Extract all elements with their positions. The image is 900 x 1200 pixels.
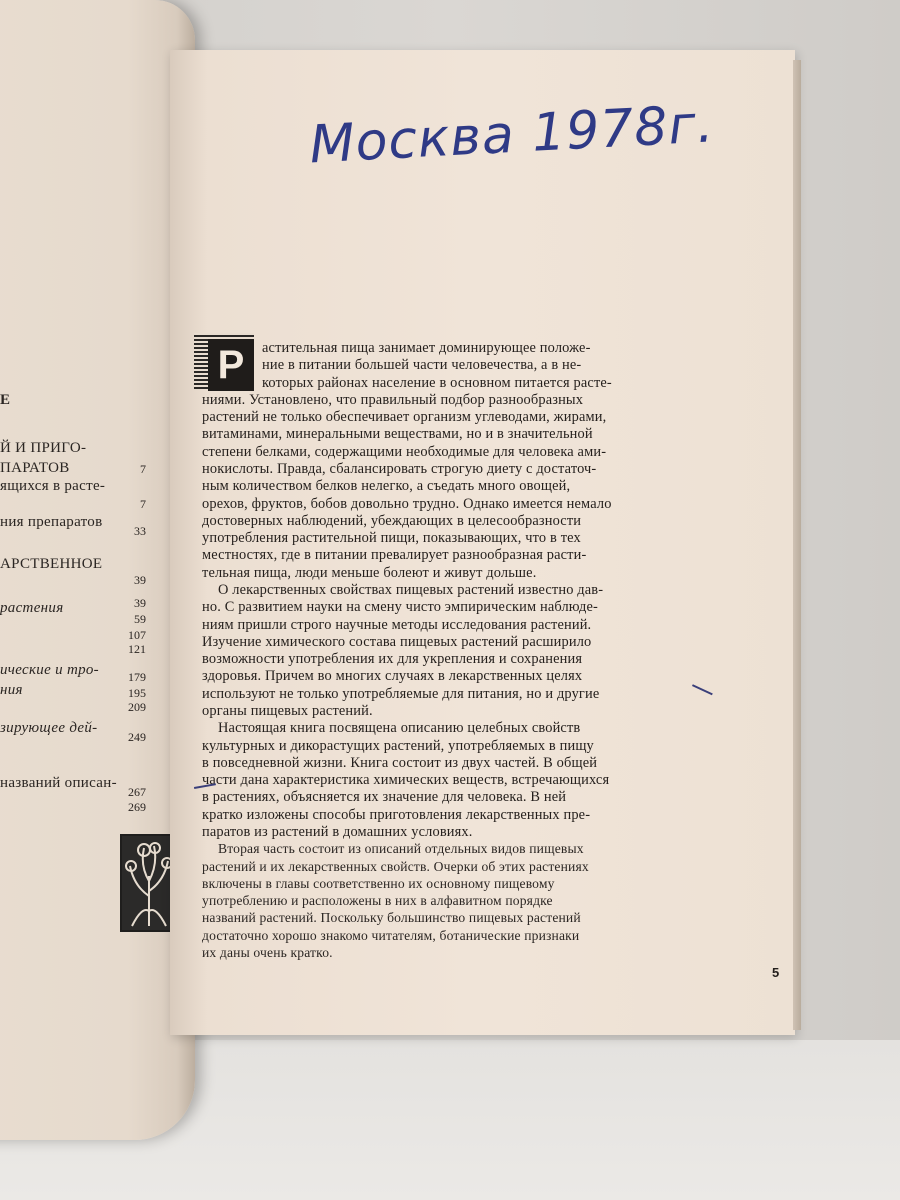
- text-line: астительная пища занимает доминирующее положе-: [262, 340, 591, 356]
- text-line: кратко изложены способы приготовления лекарственных пре-: [202, 806, 591, 823]
- text-line: растений не только обеспечивает организм углеводами, жирами,: [202, 409, 607, 426]
- text-line: достоверных наблюдений, убеждающих в целесообразности: [202, 512, 582, 529]
- text-line: органы пищевых растений.: [202, 703, 373, 719]
- toc-page-number: 179: [128, 670, 146, 684]
- text-line: включены в главы соответственно их основному пищевому: [202, 875, 555, 891]
- toc-line: ящихся в расте-: [0, 478, 106, 494]
- text-line: орехов, фруктов, бобов довольно трудно. Однако имеется немало: [202, 495, 612, 512]
- page-number: 5: [772, 965, 780, 980]
- toc-page-number: 107: [128, 628, 146, 642]
- toc-page-number: 121: [128, 642, 146, 656]
- toc-line: Е: [0, 392, 11, 408]
- text-line: местностях, где в питании превалирует разнообразная расти-: [202, 547, 587, 564]
- text-line: паратов из растений в домашних условиях.: [202, 824, 473, 840]
- text-line: О лекарственных свойствах пищевых растений известно дав-: [218, 582, 604, 598]
- text-line: Настоящая книга посвящена описанию целебных свойств: [218, 720, 581, 737]
- text-line: возможности употребления их для укрепления и сохранения: [202, 651, 583, 668]
- toc-page-number: 195: [128, 686, 146, 700]
- text-line: витаминами, минеральными веществами, но и в значительной: [202, 426, 593, 443]
- toc-line: растения: [0, 600, 64, 616]
- toc-page-number: 33: [134, 524, 146, 538]
- text-line: употреблению и расположены в них в алфавитном порядке: [202, 893, 553, 909]
- text-line: употребления растительной пищи, показывающих, что в тех: [202, 530, 581, 547]
- toc-line: зирующее дей-: [0, 720, 98, 736]
- text-line: ние в питании большей части человечества, а в не-: [262, 357, 582, 374]
- text-line: растений и их лекарственных свойств. Очерки об этих растениях: [202, 858, 589, 874]
- text-line: но. С развитием науки на смену чисто эмпирическим наблюде-: [202, 599, 598, 616]
- text-line: которых районах население в основном питается расте-: [262, 374, 612, 391]
- text-line: Изучение химического состава пищевых растений расширило: [202, 633, 592, 650]
- drop-cap-letter: Р: [208, 339, 254, 391]
- toc-line: ния препаратов: [0, 514, 103, 530]
- toc-page-number: 39: [134, 573, 146, 587]
- text-line: тельная пища, люди меньше болеют и живут дольше.: [202, 564, 537, 581]
- toc-page-number: 209: [128, 700, 146, 714]
- toc-page-number: 59: [134, 612, 146, 626]
- text-line: Вторая часть состоит из описаний отдельных видов пищевых: [218, 841, 584, 857]
- handwritten-note: Москва 1978г.: [308, 94, 716, 176]
- text-line: достаточно хорошо знакомо читателям, ботанические признаки: [202, 927, 580, 943]
- toc-page-number: 7: [140, 462, 146, 476]
- text-line: ным количеством белков нелегко, а съедать много овощей,: [202, 478, 571, 495]
- toc-line: ния: [0, 682, 23, 698]
- drop-cap-ornament: [194, 333, 254, 389]
- text-line: культурных и дикорастущих растений, употребляемых в пищу: [202, 737, 594, 754]
- toc-line: АРСТВЕННОЕ: [0, 556, 103, 572]
- toc-page-number: 269: [128, 800, 146, 814]
- left-page: [0, 0, 195, 1140]
- toc-line: ические и тро-: [0, 662, 99, 678]
- table-of-contents: [0, 0, 195, 1140]
- toc-line: ПАРАТОВ: [0, 460, 70, 476]
- text-line: в повседневной жизни. Книга состоит из двух частей. В общей: [202, 754, 598, 771]
- text-line: здоровья. Причем во многих случаях в лекарственных целях: [202, 668, 583, 685]
- text-line: нокислоты. Правда, сбалансировать строгую диету с достаточ-: [202, 461, 597, 477]
- text-line: в растениях, объясняется их значение для человека. В ней: [202, 789, 567, 806]
- text-line: ниям пришли строго научные методы исследования растений.: [202, 616, 592, 633]
- text-line: их даны очень кратко.: [202, 945, 333, 960]
- text-line: степени белками, содержащими необходимые для человека ами-: [202, 443, 607, 460]
- text-line: используют не только употребляемые для питания, но и другие: [202, 685, 600, 702]
- toc-page-number: 267: [128, 785, 146, 799]
- text-line: ниями. Установлено, что правильный подбор разнообразных: [202, 391, 584, 408]
- text-line: названий растений. Поскольку большинство пищевых растений: [202, 910, 581, 926]
- toc-page-number: 39: [134, 596, 146, 610]
- toc-line: Й И ПРИГО-: [0, 440, 87, 456]
- text-line: части дана характеристика химических веществ, встречающихся: [202, 772, 610, 789]
- toc-page-number: 7: [140, 497, 146, 511]
- toc-page-number: 249: [128, 730, 146, 744]
- toc-line: названий описан-: [0, 775, 117, 791]
